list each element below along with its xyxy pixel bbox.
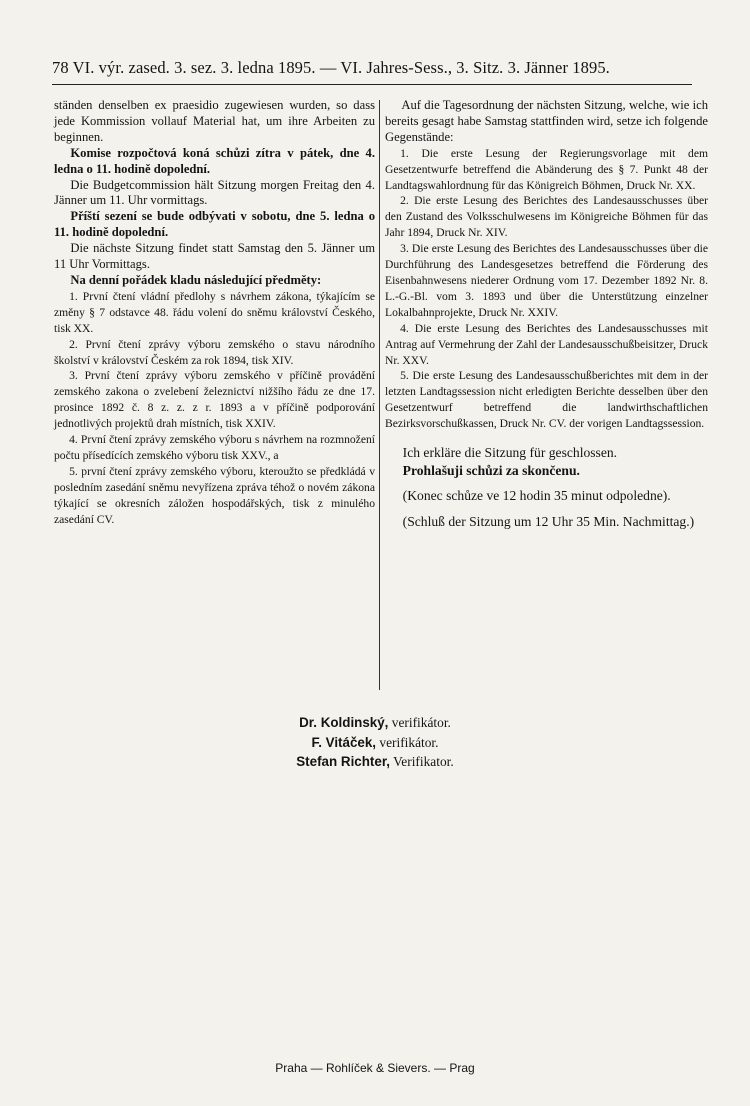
agenda-item: 5. první čtení zprávy zemského výboru, kteroužto se předkládá v posledním zasedání sněmu nevyřízena zpráva téhož o novém zákona týkající se okresních záložen hospodářských, tisk z minulého zasedání CV. <box>54 464 375 526</box>
agenda-item: 2. Die erste Lesung des Berichtes des Landesausschusses über den Zustand des Volksschulwesens im Königreiche Böhmen für das Jahr 1894, Druck Nr. XIV. <box>385 194 708 240</box>
left-column <box>54 98 375 527</box>
closing-statement: Ich erkläre die Sitzung für geschlossen. <box>402 445 618 461</box>
paragraph: Na denní pořádek kladu následující předměty: <box>70 272 322 287</box>
agenda-item: 2. První čtení zprávy výboru zemského o stavu národního školství v království Českém za rok 1894, tisk XIV. <box>54 337 375 367</box>
printer-imprint: Praha — Rohlíček & Sievers. — Prag <box>275 1061 475 1075</box>
column-divider <box>379 100 380 690</box>
signatory-name: Stefan Richter, <box>296 754 391 769</box>
closing-statement: Prohlašuji schůzi za skončenu. <box>402 462 580 478</box>
agenda-item: 3. Die erste Lesung des Berichtes des Landesausschusses über die Durchführung des Landesgesetzes betreffend die Förderung des Eisenbahnwesens niederer Ordnung vom 17. Dezember 1892 Nr. 8. L.-G.-Bl. vom 3. 1893 und über die Unterstützung einzelner Lokalbahnprojekte, Druck Nr. XXIV. <box>385 242 708 319</box>
session-end-note: (Schluß der Sitzung um 12 Uhr 35 Min. Nachmittag.) <box>402 513 695 529</box>
signature-line <box>200 752 550 772</box>
running-header: 78 VI. výr. zased. 3. sez. 3. ledna 1895. — VI. Jahres-Sess., 3. Sitz. 3. Jänner 1895. <box>52 58 610 77</box>
signatures <box>200 713 550 772</box>
agenda-item: 3. První čtení zprávy výboru zemského v příčině provádění zemského zakona o zvelebení železnictví nižšího řádu ze dne 17. prosince 1892 č. 8 z. z. z r. 1893 a v příčině podporování jednotlivých projektů drah místních, tisk XXIV. <box>54 369 375 431</box>
signatory-role: verifikátor. <box>391 715 451 730</box>
paragraph: ständen denselben ex praesidio zugewiesen wurden, so dass jede Kommission vollauf Material hat, um ihre Arbeiten zu beginnen. <box>54 98 375 144</box>
agenda-item: 1. Die erste Lesung der Regierungsvorlage mit dem Gesetzentwurfe betreffend die Abänderung des § 7. Punkt 48 der Landtagswahlordnung für das Königreich Böhmen, Druck Nr. XX. <box>385 146 708 192</box>
signatory-name: F. Vitáček, <box>311 734 377 750</box>
signatory-role: Verifikator. <box>393 754 454 769</box>
agenda-item: 1. První čtení vládní předlohy s návrhem zákona, týkajícím se změny § 7 odstavce 48. řádu volení do sněmu království Českého, tisk XX. <box>54 289 375 335</box>
agenda-item: 4. Die erste Lesung des Berichtes des Landesausschusses mit Antrag auf Vermehrung der Zahl der Landesausschußbeisitzer, Druck Nr. XXV. <box>385 321 708 367</box>
session-end-note: (Konec schůze ve 12 hodin 35 minut odpoledne). <box>402 488 671 504</box>
paragraph: Die nächste Sitzung findet statt Samstag den 5. Jänner um 11 Uhr Vormittags. <box>54 241 375 272</box>
agenda-item: 5. Die erste Lesung des Landesausschußberichtes mit dem in der letzten Landtagssession nicht erledigten Berichte desselben über den Gesetzentwurf betreffend die landwirthschaftlichen Bezirksvorschußkassen, Druck Nr. CV. der vorigen Landtagssession. <box>385 369 708 431</box>
paragraph: Komise rozpočtová koná schůzi zítra v pátek, dne 4. ledna o 11. hodině dopolední. <box>54 145 375 176</box>
signature-line <box>200 733 550 753</box>
paragraph: Příští sezení se bude odbývati v sobotu, dne 5. ledna o 11. hodině dopolední. <box>54 209 375 240</box>
agenda-item: 4. První čtení zprávy zemského výboru s návrhem na rozmnožení počtu přísedících zemského výboru tisk XXV., a <box>54 433 375 462</box>
paragraph: Die Budgetcommission hält Sitzung morgen Freitag den 4. Jänner um 11. Uhr vormittags. <box>54 177 375 208</box>
right-column <box>385 98 708 530</box>
header-rule <box>52 84 692 85</box>
signatory-name: Dr. Koldinský, <box>299 715 389 730</box>
paragraph: Auf die Tagesordnung der nächsten Sitzung, welche, wie ich bereits gesagt habe Samstag stattfinden wird, setze ich folgende Gegenstände: <box>385 98 708 144</box>
signature-line <box>200 713 550 733</box>
signatory-role: verifikátor. <box>379 734 439 750</box>
